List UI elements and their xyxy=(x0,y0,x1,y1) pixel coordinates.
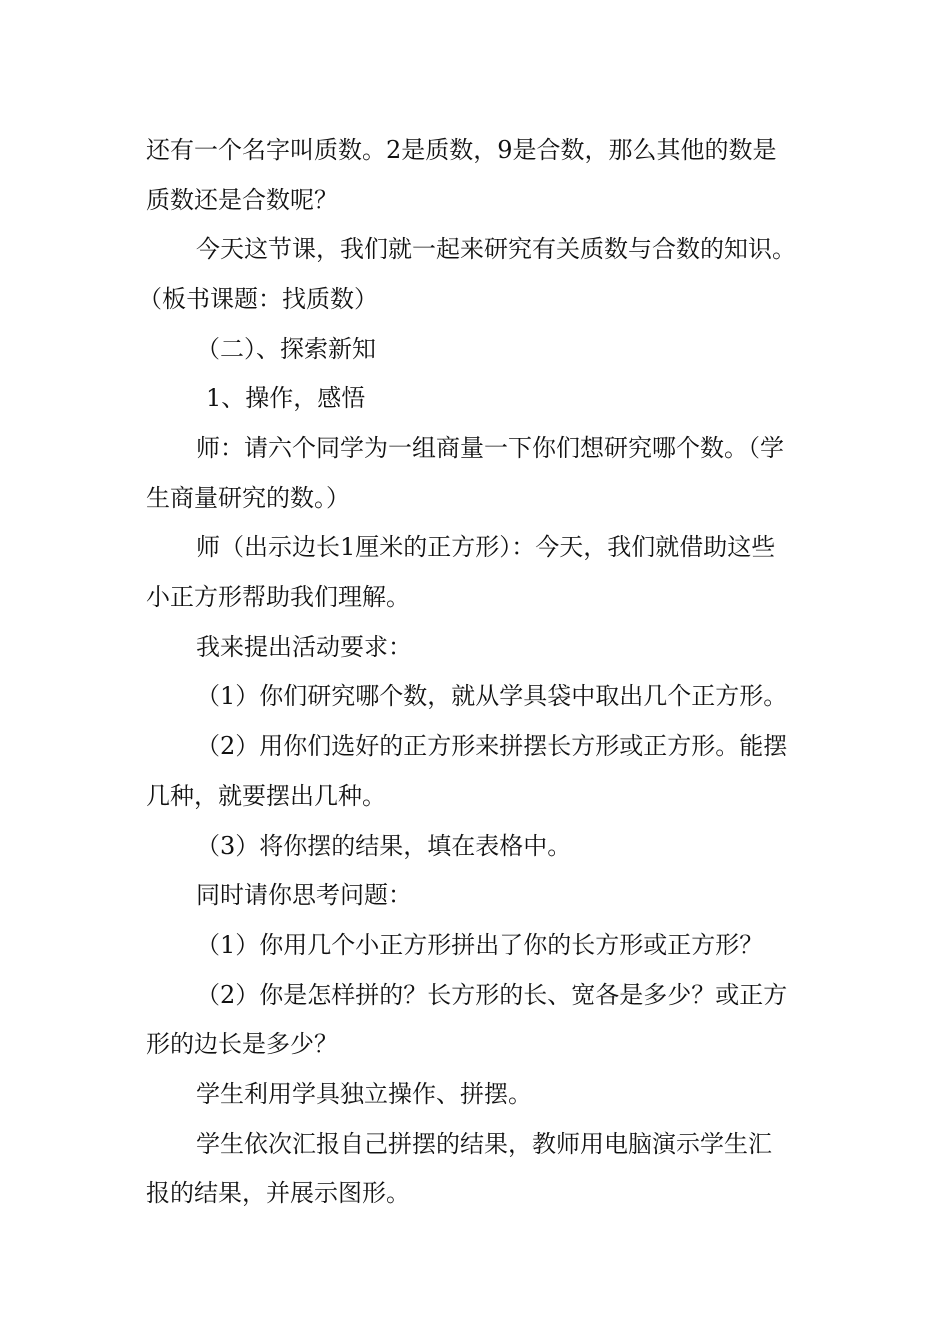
text-line: 学生利用学具独立操作、拼摆。 xyxy=(196,1080,532,1108)
list-item: （2）用你们选好的正方形来拼摆长方形或正方形。能摆 xyxy=(196,732,788,760)
list-item: （2）你是怎样拼的？长方形的长、宽各是多少？或正方 xyxy=(196,981,788,1009)
text-line: 形的边长是多少？ xyxy=(146,1030,338,1058)
text-line: 报的结果，并展示图形。 xyxy=(146,1179,410,1207)
text-line: （板书课题：找质数） xyxy=(138,285,378,313)
text-line: 还有一个名字叫质数。2是质数，9是合数，那么其他的数是 xyxy=(146,136,777,164)
text-line: 师：请六个同学为一组商量一下你们想研究哪个数。（学 xyxy=(196,434,784,462)
list-item: （1）你用几个小正方形拼出了你的长方形或正方形？ xyxy=(196,931,764,959)
text-line: 同时请你思考问题： xyxy=(196,881,412,909)
text-line: 师（出示边长1厘米的正方形）：今天，我们就借助这些 xyxy=(196,533,776,561)
text-line: 小正方形帮助我们理解。 xyxy=(146,583,410,611)
list-item: （1）你们研究哪个数，就从学具袋中取出几个正方形。 xyxy=(196,682,788,710)
subsection-heading: 1、操作，感悟 xyxy=(206,384,366,412)
text-line: 学生依次汇报自己拼摆的结果，教师用电脑演示学生汇 xyxy=(196,1130,772,1158)
text-line: 今天这节课，我们就一起来研究有关质数与合数的知识。 xyxy=(196,235,796,263)
text-line: 几种，就要摆出几种。 xyxy=(146,782,386,810)
text-line: 质数还是合数呢？ xyxy=(146,186,338,214)
list-item: （3）将你摆的结果，填在表格中。 xyxy=(196,832,572,860)
section-heading: （二）、探索新知 xyxy=(196,335,376,363)
text-line: 生商量研究的数。） xyxy=(146,484,350,512)
text-line: 我来提出活动要求： xyxy=(196,633,412,661)
